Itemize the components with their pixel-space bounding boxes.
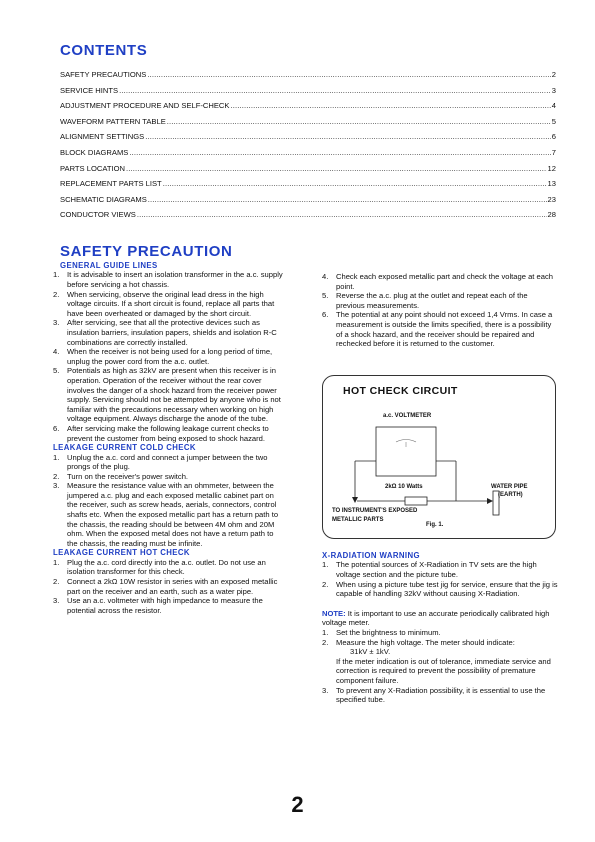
hot-check-list (53, 558, 285, 616)
xray-note (322, 609, 558, 628)
toc-entry-page: 3 (551, 85, 556, 95)
note-text: It is important to use an accurate periodically calibrated high voltage meter. (322, 608, 550, 628)
item-number: 4. (322, 272, 329, 281)
list-item (53, 596, 285, 615)
toc-entry-page: 2 (551, 70, 556, 79)
last-item-list (322, 686, 558, 705)
item-text: The potential sources of X-Radiation in TV sets are the high voltage section and the picture tube. (336, 560, 537, 579)
toc-entry[interactable] (60, 195, 556, 211)
item-text: Check each exposed metallic part and check the voltage at each point. (336, 272, 553, 291)
list-item (53, 270, 285, 289)
toc-entry-page: 23 (547, 194, 556, 204)
toc-leader-dots (167, 117, 551, 126)
item-number: 5. (53, 366, 60, 376)
toc-entry-page: 7 (551, 147, 556, 157)
contents-title: CONTENTS (60, 42, 148, 59)
note-label: NOTE: (322, 608, 346, 618)
item-number: 2. (53, 577, 60, 587)
list-item (53, 318, 285, 347)
list-item (53, 577, 285, 596)
list-item (53, 424, 285, 443)
toc-entry-page: 28 (547, 210, 556, 220)
list-item (53, 472, 285, 482)
safety-title: SAFETY PRECAUTION (60, 243, 233, 260)
item-number: 6. (53, 423, 60, 433)
toc-entry-label: WAVEFORM PATTERN TABLE (60, 116, 166, 126)
item-number: 1. (53, 557, 60, 567)
list-item (322, 686, 558, 705)
toc-entry[interactable] (60, 148, 556, 164)
toc-entry[interactable] (60, 179, 556, 195)
toc-leader-dots (137, 210, 547, 219)
toc-entry[interactable] (60, 164, 556, 180)
list-item (53, 366, 285, 424)
item-text: Measure the resistance value with an ohmmeter, between the jumpered a.c. plug and each exposed metallic cabinet part on the receiver, such as screw heads, aerials, connectors, control shafts etc. When the exposed metallic part has a return path to the chassis, the reading should be between 4M ohm and 20M ohm. When the exposed metal does not have a return path to the chassis, the reading must be infinite. (67, 481, 279, 548)
figure-title: HOT CHECK CIRCUIT (343, 385, 458, 397)
tolerance-text: If the meter indication is out of tolerance, immediate service and correction is required to prevent the possibility of premature component failure. (336, 656, 551, 685)
water-pipe-label-1: WATER PIPE (491, 484, 528, 490)
toc-entry-label: PARTS LOCATION (60, 163, 125, 173)
exposed-parts-label-2: METALLIC PARTS (332, 517, 384, 523)
item-text: It is advisable to insert an isolation transformer in the a.c. supply before servicing a hot chassis. (67, 270, 283, 289)
toc-entry-page: 5 (551, 116, 556, 126)
item-number: 2. (322, 637, 329, 647)
toc-leader-dots (126, 164, 547, 173)
item-text: Plug the a.c. cord directly into the a.c. outlet. Do not use an isolation transformer for this check. (67, 557, 266, 577)
water-pipe-label-2: (EARTH) (498, 492, 523, 498)
toc-entry-label: SERVICE HINTS (60, 85, 119, 95)
item-number: 1. (322, 560, 329, 570)
list-item (53, 558, 285, 577)
item-number: 5. (322, 291, 329, 301)
item-number: 3. (322, 685, 329, 695)
toc-entry-label: REPLACEMENT PARTS LIST (60, 179, 162, 189)
item-text: Potentials as high as 32kV are present when this receiver is in operation. Operation of the receiver without the rear cover involves the danger of a shock hazard from the receiver power supply. Servicing should not be attempted by anyone who is not familiar with the precautions necessary when working on high voltage equipment. Always discharge the anode of the tube. (67, 366, 281, 424)
list-item (322, 580, 558, 599)
list-item (322, 310, 558, 348)
hot-check-list-continued (322, 272, 558, 349)
item-text: Unplug the a.c. cord and connect a jumper between the two prongs of the plug. (67, 452, 268, 472)
list-item (322, 628, 558, 638)
toc-entry[interactable] (60, 70, 556, 86)
item-number: 2. (53, 471, 60, 481)
toc-entry-label: BLOCK DIAGRAMS (60, 147, 129, 157)
list-item (322, 638, 558, 648)
note-list (322, 628, 558, 647)
toc-entry[interactable] (60, 101, 556, 117)
toc-entry-label: ALIGNMENT SETTINGS (60, 132, 145, 142)
item-number: 2. (322, 579, 329, 589)
toc-leader-dots (145, 132, 551, 141)
toc-leader-dots (147, 70, 550, 79)
item-number: 4. (53, 347, 60, 357)
item-number: 3. (53, 596, 60, 606)
hot-check-heading: LEAKAGE CURRENT HOT CHECK (53, 548, 190, 558)
toc-entry[interactable] (60, 132, 556, 148)
item-text: Use an a.c. voltmeter with high impedance to measure the potential across the resistor. (67, 596, 263, 615)
item-text: When using a picture tube test jig for service, ensure that the jig is capable of handling 32kV without causing X-Radiation. (336, 579, 558, 599)
item-text: When the receiver is not being used for a long period of time, unplug the power cord from the a.c. outlet. (67, 347, 273, 366)
resistor-label: 2kΩ 10 Watts (385, 484, 423, 490)
toc-entry-label: SCHEMATIC DIAGRAMS (60, 194, 147, 204)
right-arrow (487, 498, 493, 504)
toc-entry-label: CONDUCTOR VIEWS (60, 210, 136, 220)
toc-leader-dots (129, 148, 550, 157)
meter-dial (396, 440, 416, 443)
toc-entry-page: 12 (547, 163, 556, 173)
left-column (53, 261, 285, 615)
list-item (53, 290, 285, 319)
item-text: After servicing make the following leakage current checks to prevent the customer from being exposed to shock hazard. (67, 423, 269, 443)
item-number: 3. (53, 318, 60, 328)
page-number: 2 (291, 792, 304, 817)
list-item (53, 347, 285, 366)
left-arrow (352, 497, 358, 503)
xray-heading: X-RADIATION WARNING (322, 551, 420, 560)
item-text: Turn on the receiver's power switch. (67, 471, 189, 481)
toc-entry[interactable] (60, 86, 556, 102)
item-number: 6. (322, 310, 329, 320)
item-text: The potential at any point should not exceed 1,4 Vrms. In case a measurement is outside the limits specified, there is a possibility of a shock hazard, and the receiver should be repaired and rechecked before it is returned to the customer. (336, 310, 553, 349)
xray-section (322, 551, 558, 705)
list-item (322, 272, 558, 291)
toc-entry[interactable] (60, 117, 556, 133)
exposed-parts-label-1: TO INSTRUMENT'S EXPOSED (332, 508, 418, 514)
toc-entry[interactable] (60, 210, 556, 226)
item-text: Set the brightness to minimum. (336, 627, 441, 637)
item-text: Connect a 2kΩ 10W resistor in series with an exposed metallic part on the receiver and an earth, such as a water pipe. (67, 577, 278, 596)
table-of-contents (60, 70, 556, 226)
item-text: Reverse the a.c. plug at the outlet and repeat each of the previous measurements. (336, 291, 528, 310)
voltage-value: 31kV ± 1kV. (350, 647, 391, 657)
hot-check-circuit-figure (322, 375, 556, 539)
item-text: After servicing, see that all the protective devices such as insulation barriers, insulation papers, shields and isolation R-C combinations are correctly installed. (67, 318, 277, 347)
item-text: To prevent any X-Radiation possibility, it is essential to use the specified tube. (336, 685, 546, 705)
cold-check-heading: LEAKAGE CURRENT COLD CHECK (53, 443, 196, 453)
toc-leader-dots (230, 101, 550, 110)
general-guidelines-heading: GENERAL GUIDE LINES (60, 261, 158, 270)
voltmeter-box (376, 427, 436, 476)
xray-list (322, 560, 558, 598)
toc-entry-page: 6 (551, 132, 556, 142)
toc-entry-page: 13 (547, 179, 556, 189)
voltmeter-label: a.c. VOLTMETER (383, 413, 432, 419)
toc-leader-dots (163, 179, 547, 188)
cold-check-list (53, 453, 285, 549)
item-number: 3. (53, 481, 60, 491)
toc-leader-dots (119, 86, 551, 95)
right-column-top (322, 272, 558, 349)
item-number: 1. (53, 452, 60, 462)
item-number: 1. (322, 627, 329, 637)
item-number: 1. (53, 270, 60, 280)
toc-entry-page: 4 (551, 101, 556, 111)
item-text: Measure the high voltage. The meter should indicate: (336, 637, 515, 647)
list-item (322, 291, 558, 310)
toc-entry-label: SAFETY PRECAUTIONS (60, 70, 147, 79)
list-item (53, 481, 285, 548)
toc-entry-label: ADJUSTMENT PROCEDURE AND SELF-CHECK (60, 101, 230, 111)
item-number: 2. (53, 289, 60, 299)
toc-leader-dots (148, 195, 547, 204)
list-item (53, 453, 285, 472)
resistor (405, 497, 427, 505)
item-text: When servicing, observe the original lead dress in the high voltage circuits. If a short circuit is found, replace all parts that have been overheated or damaged by the short circuit. (67, 289, 275, 318)
list-item (322, 560, 558, 579)
general-guidelines-list (53, 270, 285, 443)
figure-caption: Fig. 1. (426, 522, 444, 528)
